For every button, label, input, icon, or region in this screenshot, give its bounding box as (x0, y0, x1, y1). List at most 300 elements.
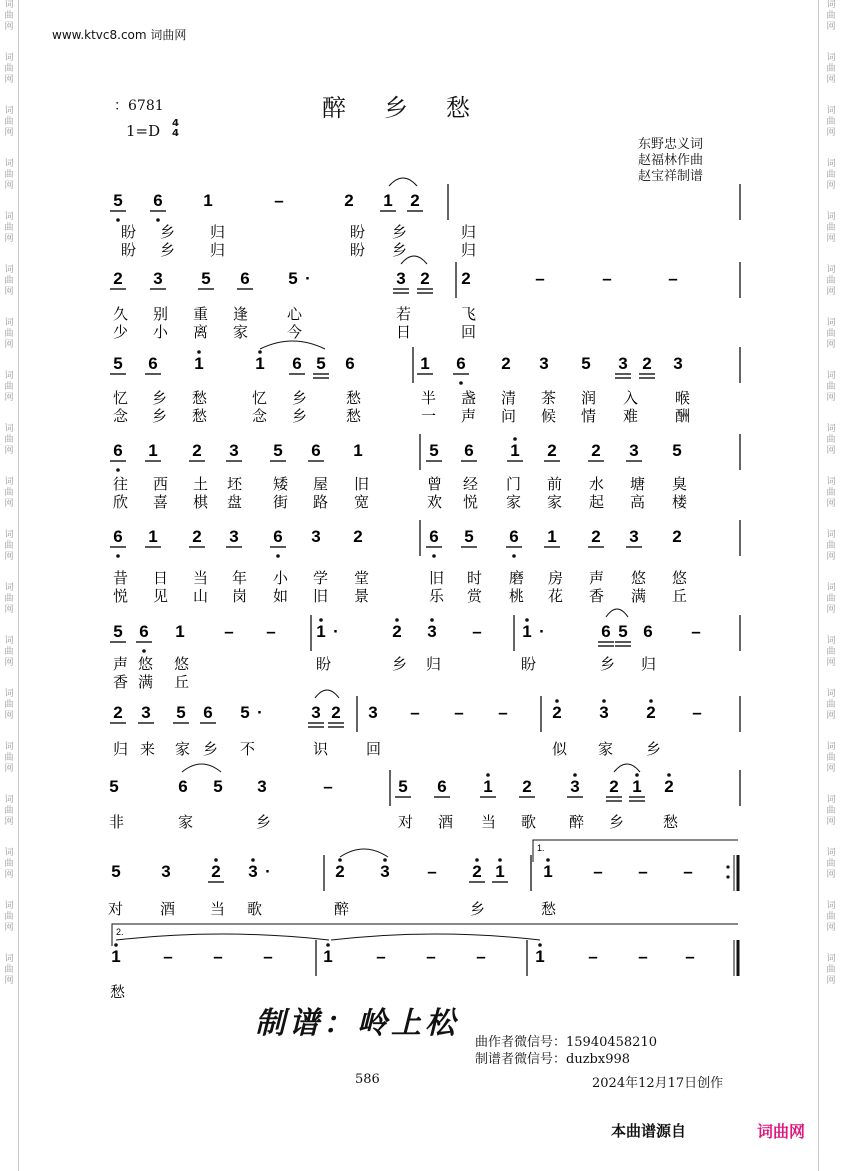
note: – (410, 703, 420, 722)
lyric: 坯 (227, 475, 243, 493)
lyric: 一 (421, 407, 437, 425)
note: 1 (148, 441, 158, 460)
arranger-seal: 制谱：岭上松 (255, 1006, 459, 1041)
lyric: 家 (506, 493, 522, 511)
note: 3 (539, 354, 549, 373)
lyric: 盼 (350, 223, 366, 241)
lyric: 醉 (569, 813, 585, 831)
note: – (588, 947, 598, 966)
watermark-glyph: 词 曲 网 (826, 689, 836, 721)
lyric: 愁 (346, 389, 362, 407)
note: 3 (629, 527, 639, 546)
octave-dot-low (142, 649, 146, 653)
lyric: 小 (153, 323, 169, 341)
watermark-glyph: 词 曲 网 (4, 583, 14, 615)
octave-dot-low (116, 468, 120, 472)
lyric: 乡 (470, 900, 486, 918)
lyric: 棋 (193, 493, 209, 511)
lyric: 悠 (672, 569, 688, 587)
composer: 赵福林作曲 (638, 153, 704, 168)
lyric: 润 (581, 389, 597, 407)
note: 6 (153, 191, 163, 210)
lyric: 家 (178, 813, 194, 831)
lyric: 起 (589, 493, 605, 511)
note: 6 (203, 703, 213, 722)
note: – (638, 862, 648, 881)
creation-date: 2024年12月17日创作 (592, 1076, 724, 1091)
note: 2 (501, 354, 511, 373)
lyric: 堂 (354, 569, 370, 587)
lyric: 家 (233, 323, 249, 341)
note: 2 (192, 527, 202, 546)
watermark-glyph: 词 曲 网 (4, 530, 14, 562)
lyric: 当 (481, 813, 497, 831)
lyric: 难 (623, 407, 639, 425)
lyric: 盼 (316, 655, 332, 673)
lyric: 飞 (461, 305, 477, 323)
note: 2 (392, 622, 402, 641)
lyric: 乡 (160, 241, 176, 259)
lyric: 如 (273, 587, 289, 605)
watermark-glyph: 词 曲 网 (4, 424, 14, 456)
octave-dot-low (116, 554, 120, 558)
lyric: 桃 (509, 587, 525, 605)
octave-dot-high (114, 943, 118, 947)
note: 2 (664, 777, 674, 796)
note: 2 (410, 191, 420, 210)
octave-dot-high (573, 773, 577, 777)
time-signature-top: 4 (172, 118, 179, 129)
site-url[interactable]: www.ktvc8.com 词曲网 (52, 28, 187, 42)
lyric: 愁 (192, 389, 208, 407)
note: – (454, 703, 464, 722)
octave-dot-high (498, 858, 502, 862)
note: – (266, 622, 276, 641)
lyric: 愁 (192, 407, 208, 425)
watermark-glyph: 词 曲 网 (826, 106, 836, 138)
lyric: 乡 (256, 813, 272, 831)
note: 1 (543, 862, 553, 881)
watermark-glyph: 词 曲 网 (4, 477, 14, 509)
lyric: 学 (313, 569, 329, 587)
note: – (683, 862, 693, 881)
note: 5 (113, 191, 123, 210)
octave-dot-low (156, 218, 160, 222)
octave-dot-high (338, 858, 342, 862)
watermark-glyph: 词 曲 网 (826, 477, 836, 509)
song-title: 醉乡愁 (322, 94, 508, 122)
lyric: 屋 (313, 475, 329, 493)
lyric: 乡 (392, 655, 408, 673)
lyric: 旧 (429, 569, 445, 587)
note: 5 (273, 441, 283, 460)
lyric: 乐 (429, 587, 445, 605)
key-signature: 1=D (126, 122, 161, 140)
lyric: 若 (396, 305, 412, 323)
watermark-glyph: 词 曲 网 (826, 583, 836, 615)
note: 2 (192, 441, 202, 460)
note: 5 (111, 862, 121, 881)
note: 1 (510, 441, 520, 460)
lyric: 清 (501, 389, 517, 407)
note: · (265, 862, 271, 881)
note: 5 (288, 269, 298, 288)
note: 1 (194, 354, 204, 373)
note: 5 (176, 703, 186, 722)
lyric: 识 (313, 740, 329, 758)
lyric: 醉 (334, 900, 350, 918)
lyric: 酬 (675, 407, 691, 425)
lyric: 离 (193, 323, 209, 341)
note: – (213, 947, 223, 966)
octave-dot-high (430, 618, 434, 622)
watermark-glyph: 词 曲 网 (4, 689, 14, 721)
octave-dot-high (555, 699, 559, 703)
octave-dot-low (512, 554, 516, 558)
lyric: 家 (598, 740, 614, 758)
lyric: 喉 (675, 389, 691, 407)
note: – (224, 622, 234, 641)
composer-wechat: 曲作者微信号：15940458210 (475, 1035, 657, 1050)
repeat-dot (726, 875, 729, 878)
tie-slur (614, 764, 640, 772)
note: 6 (456, 354, 466, 373)
note: 1 (632, 777, 642, 796)
volta-first (533, 840, 738, 862)
lyric: 见 (153, 587, 169, 605)
time-signature-bottom: 4 (172, 128, 179, 139)
lyric: 磨 (509, 569, 525, 587)
lyric: 茶 (541, 389, 557, 407)
lyric: 忆 (252, 389, 268, 407)
note: 3 (161, 862, 171, 881)
watermark-glyph: 词 曲 网 (826, 212, 836, 244)
tie-slur (182, 764, 221, 772)
octave-dot-high (667, 773, 671, 777)
octave-dot-low (276, 554, 280, 558)
note: 1 (522, 622, 532, 641)
note: 6 (113, 441, 123, 460)
note: – (638, 947, 648, 966)
note: 6 (643, 622, 653, 641)
volta-first-label: 1. (537, 843, 545, 853)
lyric: 声 (113, 655, 129, 673)
lyric: 乡 (203, 740, 219, 758)
lyric: 经 (463, 475, 479, 493)
note: 5 (201, 269, 211, 288)
note: 2 (211, 862, 221, 881)
lyric: 重 (193, 305, 209, 323)
note: 1 (255, 354, 265, 373)
lyric: 归 (461, 223, 477, 241)
lyric: 乡 (292, 389, 308, 407)
note: 2 (609, 777, 619, 796)
lyric: 念 (252, 407, 268, 425)
note: 1 (203, 191, 213, 210)
octave-dot-low (116, 218, 120, 222)
note: 1 (535, 947, 545, 966)
lyric: 乡 (152, 407, 168, 425)
octave-dot-high (513, 437, 517, 441)
note: · (305, 269, 311, 288)
octave-dot-high (635, 773, 639, 777)
note: 5 (113, 354, 123, 373)
note: – (376, 947, 386, 966)
lyric: 悦 (113, 587, 129, 605)
lyric: 丘 (174, 673, 190, 691)
note: 3 (618, 354, 628, 373)
note: 3 (380, 862, 390, 881)
octave-dot-high (525, 618, 529, 622)
lyric: 宽 (354, 493, 370, 511)
lyric: 盼 (521, 655, 537, 673)
note: 6 (273, 527, 283, 546)
lyric: 盘 (227, 493, 243, 511)
note: – (163, 947, 173, 966)
arranger-wechat: 制谱者微信号：duzbx998 (475, 1052, 631, 1067)
lyric: 旧 (313, 587, 329, 605)
lyric: 家 (175, 740, 191, 758)
lyric: 赏 (467, 587, 483, 605)
note: 3 (427, 622, 437, 641)
lyric: 旧 (354, 475, 370, 493)
note: 5 (113, 622, 123, 641)
lyric: 香 (589, 587, 605, 605)
note: 3 (599, 703, 609, 722)
note: 6 (292, 354, 302, 373)
tie-slur (315, 690, 339, 698)
note: – (691, 622, 701, 641)
lyric: 高 (630, 493, 646, 511)
note: 3 (141, 703, 151, 722)
note: 2 (646, 703, 656, 722)
repeat-dot (726, 865, 729, 868)
lyric: 别 (153, 305, 169, 323)
note: 3 (248, 862, 258, 881)
watermark-glyph: 词 曲 网 (4, 371, 14, 403)
note: 1 (111, 947, 121, 966)
lyric: 日 (153, 569, 169, 587)
lyric: 归 (641, 655, 657, 673)
watermark-glyph: 词 曲 网 (4, 212, 14, 244)
note: 3 (629, 441, 639, 460)
page-number: 586 (355, 1072, 380, 1087)
lyric: 对 (108, 900, 124, 918)
octave-dot-high (251, 858, 255, 862)
lyricist: 东野忠义词 (638, 137, 704, 152)
lyric: 声 (589, 569, 605, 587)
lyric: 西 (153, 475, 169, 493)
lyric: 土 (193, 475, 209, 493)
watermark-glyph: 词 曲 网 (826, 265, 836, 297)
note: – (668, 269, 678, 288)
lyric: 声 (461, 407, 477, 425)
octave-dot-high (258, 350, 262, 354)
lyric: 歌 (521, 813, 537, 831)
lyric: 归 (426, 655, 442, 673)
lyric: 非 (109, 813, 125, 831)
octave-dot-high (475, 858, 479, 862)
lyric: 塘 (630, 475, 646, 493)
lyric: 归 (113, 740, 129, 758)
octave-dot-high (197, 350, 201, 354)
lyric: 昔 (113, 569, 129, 587)
note: 5 (464, 527, 474, 546)
note: 6 (509, 527, 519, 546)
note: – (602, 269, 612, 288)
note: 1 (495, 862, 505, 881)
lyric: 满 (631, 587, 647, 605)
note: 6 (601, 622, 611, 641)
lyric: 愁 (541, 900, 557, 918)
watermark-glyph: 词 曲 网 (4, 901, 14, 933)
lyric: 曾 (427, 475, 443, 493)
tie-slur (340, 849, 388, 857)
watermark-glyph: 词 曲 网 (4, 106, 14, 138)
note: 6 (311, 441, 321, 460)
note: – (535, 269, 545, 288)
note: · (539, 622, 545, 641)
note: 3 (153, 269, 163, 288)
octave-dot-high (214, 858, 218, 862)
lyric: 情 (581, 407, 597, 425)
lyric: 悠 (138, 655, 154, 673)
lyric: 日 (396, 323, 412, 341)
note: 5 (581, 354, 591, 373)
note: · (257, 703, 263, 722)
note: 3 (396, 269, 406, 288)
octave-dot-high (538, 943, 542, 947)
watermark-glyph: 词 曲 网 (4, 318, 14, 350)
lyric: 山 (193, 587, 209, 605)
note: · (333, 622, 339, 641)
octave-dot-high (319, 618, 323, 622)
note: 1 (383, 191, 393, 210)
wechat-info (475, 1034, 657, 1068)
lyric: 乡 (292, 407, 308, 425)
note: 1 (175, 622, 185, 641)
note: – (263, 947, 273, 966)
lyric: 盼 (121, 241, 137, 259)
tie-slur (116, 934, 329, 940)
note: 6 (345, 354, 355, 373)
note: – (426, 947, 436, 966)
lyric: 盏 (461, 389, 477, 407)
lyric: 香 (113, 673, 129, 691)
note: 2 (472, 862, 482, 881)
note: – (692, 703, 702, 722)
brand-logo[interactable]: 词曲网 (757, 1122, 806, 1141)
note: 3 (311, 527, 321, 546)
volta-second-label: 2. (116, 927, 124, 937)
lyric: 半 (421, 389, 437, 407)
watermark-glyph: 词 曲 网 (826, 371, 836, 403)
volta-second (112, 924, 738, 946)
lyric: 楼 (672, 493, 688, 511)
lyric: 欣 (113, 493, 129, 511)
note: 2 (420, 269, 430, 288)
watermark-glyph: 词 曲 网 (4, 159, 14, 191)
lyric: 欢 (427, 493, 443, 511)
lyric: 乡 (392, 223, 408, 241)
lyric: 当 (193, 569, 209, 587)
note: 6 (148, 354, 158, 373)
lyric: 愁 (663, 813, 679, 831)
octave-dot-high (602, 699, 606, 703)
lyric: 问 (501, 407, 517, 425)
lyric: 悦 (463, 493, 479, 511)
lyric: 愁 (110, 983, 126, 1001)
note: 1 (316, 622, 326, 641)
note: – (593, 862, 603, 881)
octave-dot-high (486, 773, 490, 777)
note: 3 (229, 527, 239, 546)
song-number: ：6781 (114, 98, 164, 114)
octave-dot-high (395, 618, 399, 622)
note: – (274, 191, 284, 210)
note: 2 (344, 191, 354, 210)
watermark-glyph: 词 曲 网 (4, 0, 14, 32)
lyric: 时 (467, 569, 483, 587)
lyric: 年 (232, 569, 248, 587)
lyric: 满 (138, 673, 154, 691)
note: 2 (522, 777, 532, 796)
tie-slur (606, 609, 628, 617)
tie-slur (389, 178, 417, 186)
note: 2 (672, 527, 682, 546)
lyric: 乡 (160, 223, 176, 241)
watermark-glyph: 词 曲 网 (826, 0, 836, 32)
lyric: 归 (210, 241, 226, 259)
watermark-glyph: 词 曲 网 (826, 53, 836, 85)
note: 1 (547, 527, 557, 546)
lyric: 歌 (247, 900, 263, 918)
watermark-glyph: 词 曲 网 (826, 795, 836, 827)
watermark-glyph: 词 曲 网 (826, 424, 836, 456)
note: – (472, 622, 482, 641)
lyric: 景 (354, 587, 370, 605)
note: 3 (673, 354, 683, 373)
lyric: 酒 (438, 813, 454, 831)
note: 2 (113, 703, 123, 722)
note: 2 (461, 269, 471, 288)
watermark-glyph: 词 曲 网 (4, 53, 14, 85)
tie-slur (331, 934, 540, 940)
lyric: 少 (113, 323, 129, 341)
lyric: 似 (552, 740, 568, 758)
note: – (498, 703, 508, 722)
watermark-glyph: 词 曲 网 (826, 530, 836, 562)
note: – (685, 947, 695, 966)
note: – (323, 777, 333, 796)
note: 2 (642, 354, 652, 373)
lyric: 水 (589, 475, 605, 493)
octave-dot-high (383, 858, 387, 862)
source-label: 本曲谱源自 (611, 1122, 687, 1140)
note: 5 (109, 777, 119, 796)
lyric: 归 (461, 241, 477, 259)
watermark-glyph: 词 曲 网 (826, 318, 836, 350)
lyric: 路 (313, 493, 329, 511)
lyric: 乡 (646, 740, 662, 758)
lyric: 门 (506, 475, 522, 493)
lyric: 悠 (174, 655, 190, 673)
lyric: 往 (113, 475, 129, 493)
octave-dot-low (459, 381, 463, 385)
note: 6 (437, 777, 447, 796)
note: 3 (257, 777, 267, 796)
lyric: 今 (287, 323, 303, 341)
